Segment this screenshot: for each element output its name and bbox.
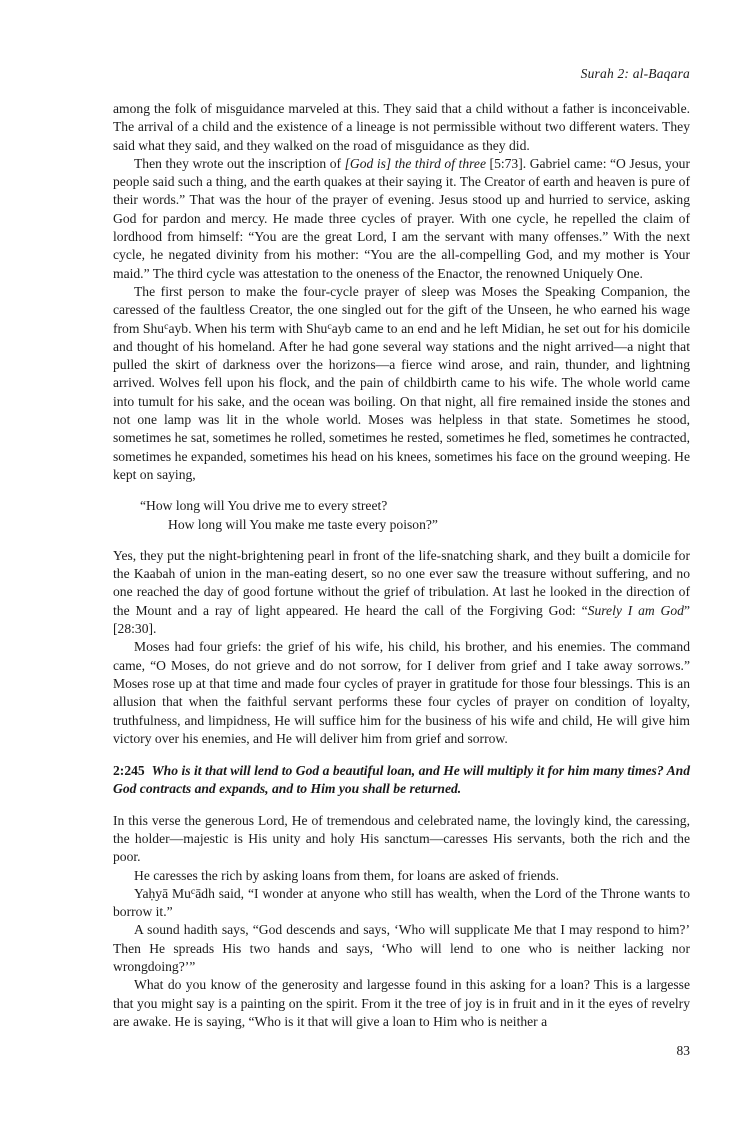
paragraph-4-lead: Yes, they put the night-brightening pearl in front of the life-snatching shark, and they built a domicile for the Kaabah of union in the man-eating desert, so no one ever saw the treasure without suffering, and no one reached the day of good fortune without the grief of tribulation. At last he looked in the direction of the Mount and a ray of light appeared. He heard the call of the Forgiving God: “ [113, 547, 690, 618]
paragraph-2-rest: [5:73]. Gabriel came: “O Jesus, your people said such a thing, and the earth quakes at their saying it. The Creator of earth and heaven is pure of their words.” That was the hour of the prayer of evening. Jesus stood up and hurried to service, asking God for pardon and mercy. He made three cycles of prayer. With one cycle, he repelled the claim of lordhood from himself: “You are the great Lord, I am the servant with many offenses.” With the next cycle, he negated divinity from his mother: “You are the all-compelling God, and my mother is Your maid.” The third cycle was attestation to the oneness of the Enactor, the renowned Uniquely One. [113, 155, 691, 281]
paragraph-9: A sound hadith says, “God descends and says, ‘Who will supplicate Me that I may respond to him?’ Then He spreads His two hands and says, ‘Who will lend to one who is neither lacking nor wrongdoing?’” [113, 922, 690, 975]
paragraph-3-mid: ayb. When his term with Shu [168, 320, 328, 336]
paragraph-6: In this verse the generous Lord, He of tremendous and celebrated name, the lovingly kind, the caressing, the holder—majestic is His unity and holy His sanctum—caresses His servants, both the rich and the poor. [113, 812, 690, 865]
paragraph-4-rest: ” [28:30]. [113, 602, 690, 637]
spacer [113, 748, 690, 762]
body-text-column [113, 100, 690, 1031]
spacer [113, 799, 690, 812]
ayah-heading [113, 762, 690, 799]
spacer [113, 538, 690, 547]
ayah-verse-text [113, 763, 690, 796]
paragraph-10: What do you know of the generosity and largesse found in this asking for a loan? This is a largesse that you might say is a painting on the spirit. From it the tree of joy is in fruit and in it the eyes of revelry are awake. He is saying, “Who is it that will give a loan to Him who is neither a [113, 977, 690, 1029]
paragraph-4 [113, 547, 690, 638]
paragraph-3-rest: ayb came to an end and he left Midian, he set out for his domicile and thought of his homeland. After he had gone several way stations and the night arrived—a night that pulled the skirt of darkness over the horizons—a fierce wind arose, and rain, thunder, and lightning arrived. Wolves fell upon his flock, and the pain of childbirth came to his wife. The whole world came into tumult for his sake, and the ocean was boiling. On that night, all fire remained inside the stones and not one lamp was lit in the whole world. Moses was helpless in that state. Sometimes he stood, sometimes he sat, sometimes he rolled, sometimes he rested, sometimes he fled, sometimes he contracted, sometimes he expanded, sometimes his head on his knees, sometimes his face on the ground weeping. He kept on saying, [113, 320, 691, 482]
ayah-number: 2:245 [113, 763, 145, 779]
quran-citation-5-73: [God is] the third of three [344, 155, 486, 171]
page-number: 83 [676, 1043, 690, 1058]
verse-line-1: “How long will You drive me to every street? [140, 498, 388, 514]
paragraph-2 [113, 155, 690, 283]
running-header: Surah 2: al-Baqara [580, 66, 690, 81]
verse-quotation-block [113, 497, 690, 534]
paragraph-8-rest: ādh said, “I wonder at anyone who still has wealth, when the Lord of the Throne wants to borrow it.” [113, 885, 691, 920]
verse-line-2: How long will You make me taste every poison?” [168, 516, 438, 532]
spacer [113, 484, 690, 493]
ayn-superscript-icon: c [327, 320, 332, 332]
paragraph-2-lead: Then they wrote out the inscription of [134, 155, 345, 171]
paragraph-3-lead: The first person to make the four-cycle prayer of sleep was Moses the Speaking Companion, the caressed of the faultless Creator, the one singled out for the gift of the Unseen, he who earned his wage from Shu [113, 283, 690, 336]
quran-citation-28-30: Surely I am God [587, 602, 684, 618]
paragraph-1: among the folk of misguidance marveled at this. They said that a child without a father is inconceivable. The arrival of a child and the existence of a lineage is not permissible without two different waters. They said what they said, and they walked on the road of misguidance as they did. [113, 101, 690, 153]
ayn-superscript-icon: c [164, 320, 169, 332]
paragraph-8-lead: Yaḥyā Mu [134, 885, 191, 901]
ayn-superscript-icon: c [190, 885, 196, 897]
paragraph-7: He caresses the rich by asking loans from them, for loans are asked of friends. [134, 867, 560, 883]
ayah-verse-text-value: Who is it that will lend to God a beautiful loan, and He will multiply it for him many times? And God contracts and expands, and to Him you shall be returned. [113, 763, 690, 797]
paragraph-3 [113, 283, 690, 484]
paragraph-5: Moses had four griefs: the grief of his wife, his child, his brother, and his enemies. The command came, “O Moses, do not grieve and do not sorrow, for I deliver from grief and I take away sorrows.” Moses rose up at that time and made four cycles of prayer in gratitude for those four blessings. This is an allusion that when the faithful servant performs these four cycles of prayer on condition of loyalty, truthfulness, and limpidness, He will suffice him for the business of his wife and child, He will give him victory over his enemies, and He will deliver him from grief and sorrow. [113, 639, 690, 746]
paragraph-8 [113, 885, 690, 922]
